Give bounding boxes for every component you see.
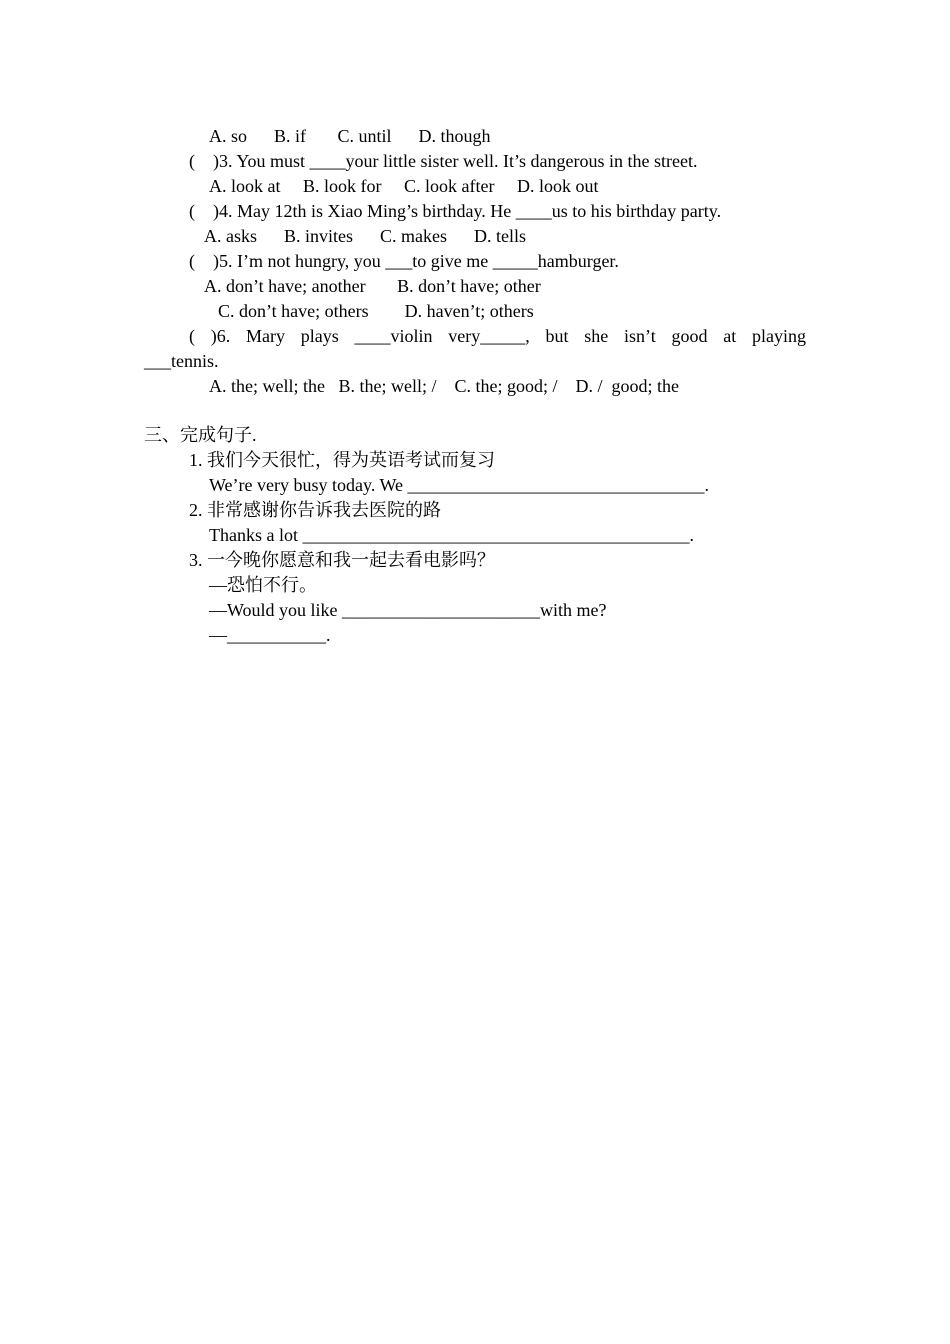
question-6-options: A. the; well; the B. the; well; / C. the; good; / D. / good; the: [209, 376, 679, 396]
q6-word: very_____,: [448, 326, 530, 346]
q6-word: (: [189, 326, 195, 346]
question-3-stem: ( )3. You must ____your little sister well. It’s dangerous in the street.: [189, 151, 698, 171]
question-5-options-ab: A. don’t have; another B. don’t have; other: [204, 276, 541, 296]
q6-word: )6.: [210, 326, 231, 346]
item-1-chinese: 1. 我们今天很忙，得为英语考试而复习: [189, 450, 495, 470]
item-3-reply-chinese: —恐怕不行。: [209, 575, 317, 595]
q6-word: isn’t: [624, 326, 656, 346]
section-3-heading: 三、完成句子.: [144, 425, 257, 445]
q6-word: ____violin: [354, 326, 433, 346]
item-3-chinese: 3. 一今晚你愿意和我一起去看电影吗？: [189, 550, 495, 570]
q6-word: at: [723, 326, 737, 346]
question-6-stem: [189, 324, 806, 349]
item-3-answer-blank: —___________.: [209, 625, 331, 645]
item-1-english: We’re very busy today. We _________________________________.: [209, 475, 710, 495]
q6-word: plays: [300, 326, 339, 346]
q6-word: Mary: [246, 326, 285, 346]
q6-word: good: [671, 326, 708, 346]
item-2-english: Thanks a lot ___________________________________________.: [209, 525, 694, 545]
item-3-english: —Would you like ______________________with me?: [209, 600, 607, 620]
question-4-options: A. asks B. invites C. makes D. tells: [204, 226, 526, 246]
question-4-stem: ( )4. May 12th is Xiao Ming’s birthday. He ____us to his birthday party.: [189, 201, 722, 221]
item-2-chinese: 2. 非常感谢你告诉我去医院的路: [189, 500, 441, 520]
question-2-options: A. so B. if C. until D. though: [209, 126, 491, 146]
question-5-stem: ( )5. I’m not hungry, you ___to give me _____hamburger.: [189, 251, 619, 271]
q6-word: playing: [751, 326, 806, 346]
question-5-options-cd: C. don’t have; others D. haven’t; others: [218, 301, 534, 321]
q6-word: she: [584, 326, 609, 346]
question-3-options: A. look at B. look for C. look after D. look out: [209, 176, 599, 196]
question-6-stem-continued: ___tennis.: [144, 351, 219, 371]
q6-word: but: [545, 326, 569, 346]
